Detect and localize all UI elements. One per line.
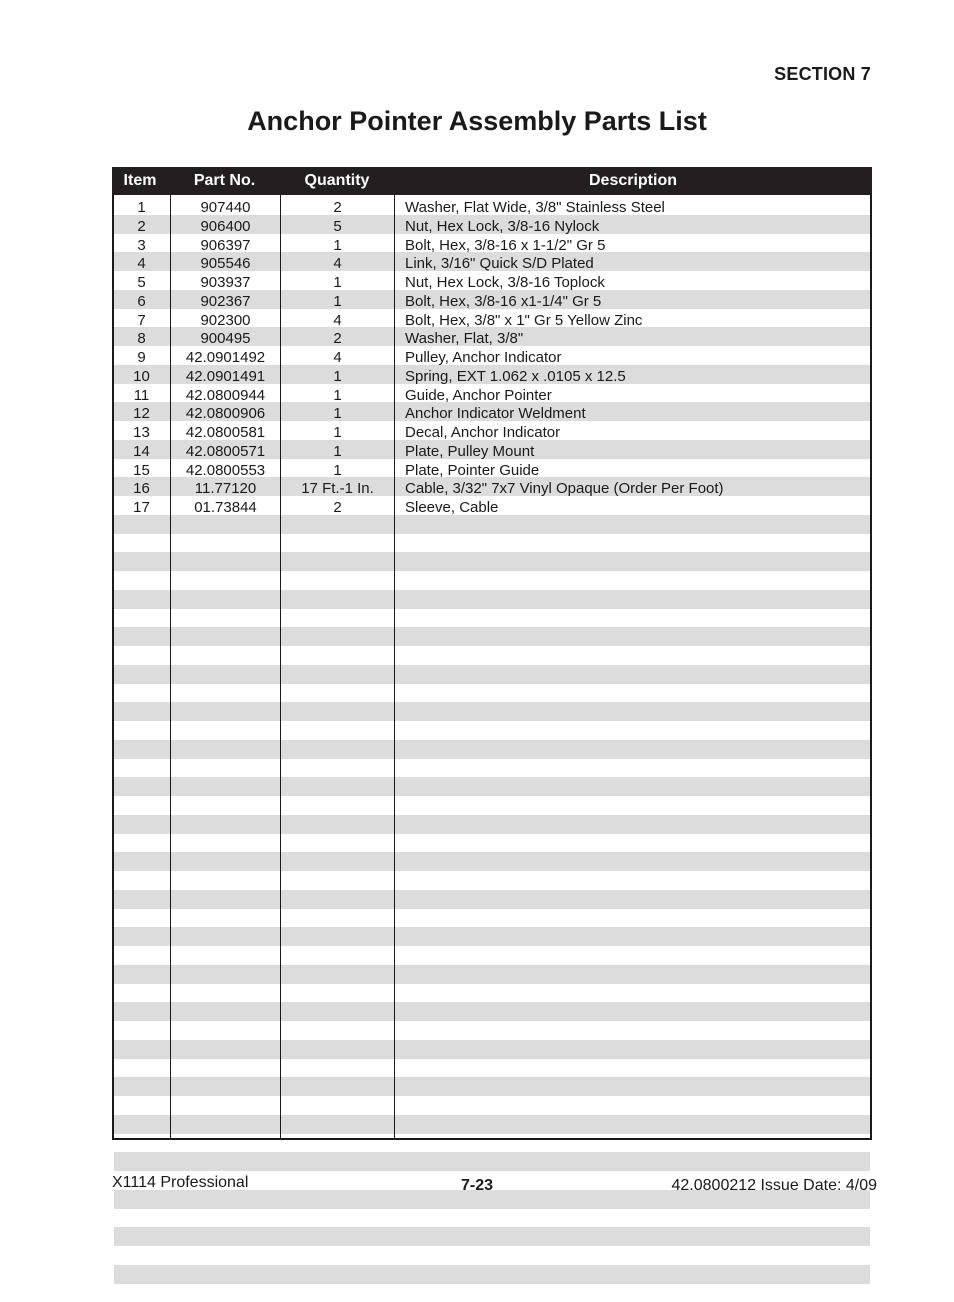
- table-row: [114, 368, 870, 387]
- table-stripe: [114, 571, 870, 590]
- cell-description: Bolt, Hex, 3/8" x 1" Gr 5 Yellow Zinc: [405, 312, 642, 331]
- table-stripe: [114, 552, 870, 571]
- table-stripe: [114, 890, 870, 909]
- cell-item: 4: [114, 255, 169, 274]
- cell-quantity: 2: [281, 199, 394, 218]
- cell-part-no: 42.0800906: [171, 405, 280, 424]
- cell-description: Guide, Anchor Pointer: [405, 387, 552, 406]
- column-header-quantity: Quantity: [280, 167, 394, 195]
- table-stripe: [114, 609, 870, 628]
- footer-doc-issue: 42.0800212 Issue Date: 4/09: [672, 1177, 878, 1195]
- cell-quantity: 4: [281, 312, 394, 331]
- table-row: [114, 387, 870, 406]
- table-stripe: [114, 1134, 870, 1153]
- cell-quantity: 1: [281, 293, 394, 312]
- table-stripe: [114, 852, 870, 871]
- table-stripe: [114, 1209, 870, 1228]
- table-stripe: [114, 946, 870, 965]
- cell-part-no: 42.0800944: [171, 387, 280, 406]
- table-row: [114, 255, 870, 274]
- table-stripe: [114, 1096, 870, 1115]
- column-header-part-no: Part No.: [170, 167, 279, 195]
- table-row: [114, 274, 870, 293]
- cell-item: 8: [114, 330, 169, 349]
- footer-page-number: 7-23: [0, 1177, 954, 1195]
- cell-item: 11: [114, 387, 169, 406]
- table-stripe: [114, 1152, 870, 1171]
- table-stripe: [114, 815, 870, 834]
- table-stripe: [114, 740, 870, 759]
- cell-quantity: 1: [281, 274, 394, 293]
- cell-item: 7: [114, 312, 169, 331]
- cell-description: Spring, EXT 1.062 x .0105 x 12.5: [405, 368, 626, 387]
- cell-description: Bolt, Hex, 3/8-16 x 1-1/2" Gr 5: [405, 237, 605, 256]
- cell-description: Plate, Pointer Guide: [405, 462, 539, 481]
- table-stripe: [114, 721, 870, 740]
- cell-item: 15: [114, 462, 169, 481]
- table-row: [114, 499, 870, 518]
- cell-part-no: 42.0800571: [171, 443, 280, 462]
- table-stripe: [114, 965, 870, 984]
- table-stripe: [114, 984, 870, 1003]
- table-stripe: [114, 1040, 870, 1059]
- cell-quantity: 4: [281, 349, 394, 368]
- cell-description: Washer, Flat Wide, 3/8" Stainless Steel: [405, 199, 665, 218]
- cell-description: Washer, Flat, 3/8": [405, 330, 523, 349]
- table-row: [114, 480, 870, 499]
- table-stripe: [114, 1077, 870, 1096]
- cell-quantity: 17 Ft.-1 In.: [281, 480, 394, 499]
- table-stripe: [114, 1284, 870, 1302]
- table-stripe: [114, 871, 870, 890]
- cell-quantity: 1: [281, 237, 394, 256]
- cell-part-no: 01.73844: [171, 499, 280, 518]
- table-stripe: [114, 684, 870, 703]
- table-row: [114, 462, 870, 481]
- table-row: [114, 312, 870, 331]
- table-stripe: [114, 627, 870, 646]
- cell-quantity: 1: [281, 443, 394, 462]
- footer-model: X1114 Professional: [112, 1174, 248, 1192]
- cell-item: 14: [114, 443, 169, 462]
- cell-quantity: 2: [281, 330, 394, 349]
- cell-quantity: 1: [281, 405, 394, 424]
- table-header: [112, 167, 872, 195]
- table-stripe: [114, 665, 870, 684]
- cell-part-no: 900495: [171, 330, 280, 349]
- section-label: SECTION 7: [774, 64, 871, 85]
- table-row: [114, 293, 870, 312]
- table-stripe: [114, 534, 870, 553]
- cell-part-no: 902300: [171, 312, 280, 331]
- cell-description: Plate, Pulley Mount: [405, 443, 534, 462]
- cell-item: 9: [114, 349, 169, 368]
- table-row: [114, 405, 870, 424]
- table-stripe: [114, 759, 870, 778]
- table-row: [114, 237, 870, 256]
- cell-part-no: 906397: [171, 237, 280, 256]
- cell-item: 2: [114, 218, 169, 237]
- column-header-description: Description: [394, 167, 872, 195]
- table-stripe: [114, 646, 870, 665]
- table-stripe: [114, 1059, 870, 1078]
- cell-part-no: 905546: [171, 255, 280, 274]
- cell-part-no: 42.0800581: [171, 424, 280, 443]
- table-row: [114, 443, 870, 462]
- table-row: [114, 424, 870, 443]
- cell-item: 10: [114, 368, 169, 387]
- table-stripe: [114, 702, 870, 721]
- cell-description: Pulley, Anchor Indicator: [405, 349, 561, 368]
- cell-item: 16: [114, 480, 169, 499]
- cell-quantity: 5: [281, 218, 394, 237]
- table-stripe: [114, 1227, 870, 1246]
- cell-description: Decal, Anchor Indicator: [405, 424, 560, 443]
- cell-item: 5: [114, 274, 169, 293]
- cell-quantity: 1: [281, 387, 394, 406]
- cell-part-no: 902367: [171, 293, 280, 312]
- cell-description: Cable, 3/32" 7x7 Vinyl Opaque (Order Per Foot): [405, 480, 724, 499]
- cell-description: Link, 3/16" Quick S/D Plated: [405, 255, 594, 274]
- cell-quantity: 4: [281, 255, 394, 274]
- cell-part-no: 11.77120: [171, 480, 280, 499]
- cell-quantity: 1: [281, 424, 394, 443]
- table-stripe: [114, 927, 870, 946]
- column-header-item: Item: [112, 167, 168, 195]
- page-title: Anchor Pointer Assembly Parts List: [0, 106, 954, 137]
- cell-item: 1: [114, 199, 169, 218]
- cell-part-no: 42.0901491: [171, 368, 280, 387]
- cell-part-no: 42.0800553: [171, 462, 280, 481]
- cell-part-no: 42.0901492: [171, 349, 280, 368]
- cell-quantity: 2: [281, 499, 394, 518]
- table-row: [114, 330, 870, 349]
- parts-table: [112, 167, 872, 1140]
- table-row: [114, 218, 870, 237]
- cell-item: 13: [114, 424, 169, 443]
- table-stripe: [114, 909, 870, 928]
- cell-part-no: 906400: [171, 218, 280, 237]
- cell-item: 12: [114, 405, 169, 424]
- table-stripe: [114, 590, 870, 609]
- cell-item: 3: [114, 237, 169, 256]
- cell-description: Sleeve, Cable: [405, 499, 498, 518]
- cell-description: Nut, Hex Lock, 3/8-16 Nylock: [405, 218, 599, 237]
- table-stripe: [114, 777, 870, 796]
- table-stripe: [114, 1265, 870, 1284]
- cell-description: Bolt, Hex, 3/8-16 x1-1/4" Gr 5: [405, 293, 601, 312]
- table-stripe: [114, 1021, 870, 1040]
- cell-item: 17: [114, 499, 169, 518]
- table-stripe: [114, 1246, 870, 1265]
- cell-part-no: 907440: [171, 199, 280, 218]
- table-row: [114, 199, 870, 218]
- table-stripe: [114, 834, 870, 853]
- cell-item: 6: [114, 293, 169, 312]
- cell-description: Anchor Indicator Weldment: [405, 405, 586, 424]
- table-row: [114, 349, 870, 368]
- cell-description: Nut, Hex Lock, 3/8-16 Toplock: [405, 274, 605, 293]
- cell-quantity: 1: [281, 462, 394, 481]
- table-stripe: [114, 796, 870, 815]
- table-stripe: [114, 1115, 870, 1134]
- cell-quantity: 1: [281, 368, 394, 387]
- table-stripe: [114, 1002, 870, 1021]
- cell-part-no: 903937: [171, 274, 280, 293]
